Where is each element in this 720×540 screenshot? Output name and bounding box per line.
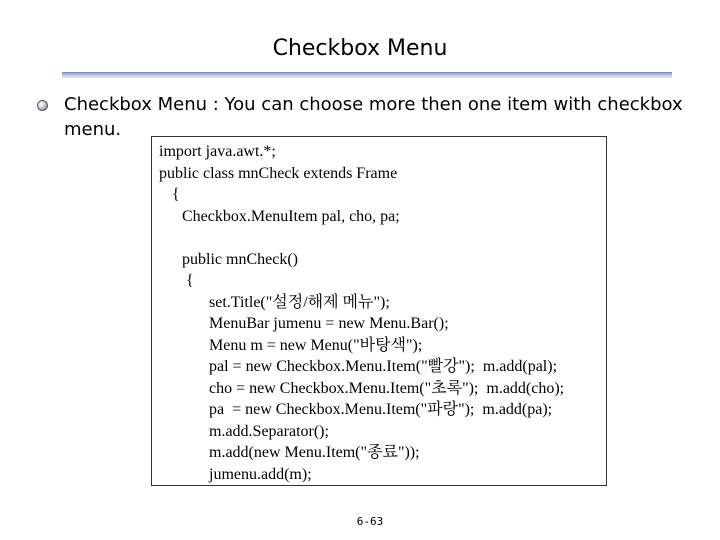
code-line: pal = new Checkbox.Menu.Item("빨강"); m.add(pal); xyxy=(209,358,558,375)
bullet-icon xyxy=(37,100,48,111)
code-line: m.add(new Menu.Item("종료")); xyxy=(209,444,420,461)
code-line: public class mnCheck extends Frame xyxy=(159,164,398,182)
code-line: Menu m = new Menu("바탕색"); xyxy=(209,336,423,354)
page-number: 6-63 xyxy=(356,515,384,528)
code-line xyxy=(152,227,606,249)
code-line: jumenu.add(m); xyxy=(209,465,312,483)
code-line: public mnCheck() xyxy=(182,250,298,268)
code-line: set.Title("설정/해제 메뉴"); xyxy=(209,293,390,311)
code-line: { xyxy=(172,186,180,203)
code-line: pa = new Checkbox.Menu.Item("파랑"); m.add(pa); xyxy=(209,401,553,418)
code-line: cho = new Checkbox.Menu.Item("초록"); m.add(cho); xyxy=(209,379,565,397)
bullet-text: Checkbox Menu : You can choose more then one item with checkbox menu. xyxy=(64,94,683,140)
slide-title: Checkbox Menu xyxy=(272,36,448,61)
title-divider xyxy=(62,72,672,78)
code-line: import java.awt.*; xyxy=(159,143,276,160)
code-line: { xyxy=(186,272,194,289)
code-line: Checkbox.MenuItem pal, cho, pa; xyxy=(182,207,400,225)
code-line: MenuBar jumenu = new Menu.Bar(); xyxy=(209,315,449,332)
code-line: m.add.Separator(); xyxy=(209,422,329,440)
code-box xyxy=(151,136,607,486)
